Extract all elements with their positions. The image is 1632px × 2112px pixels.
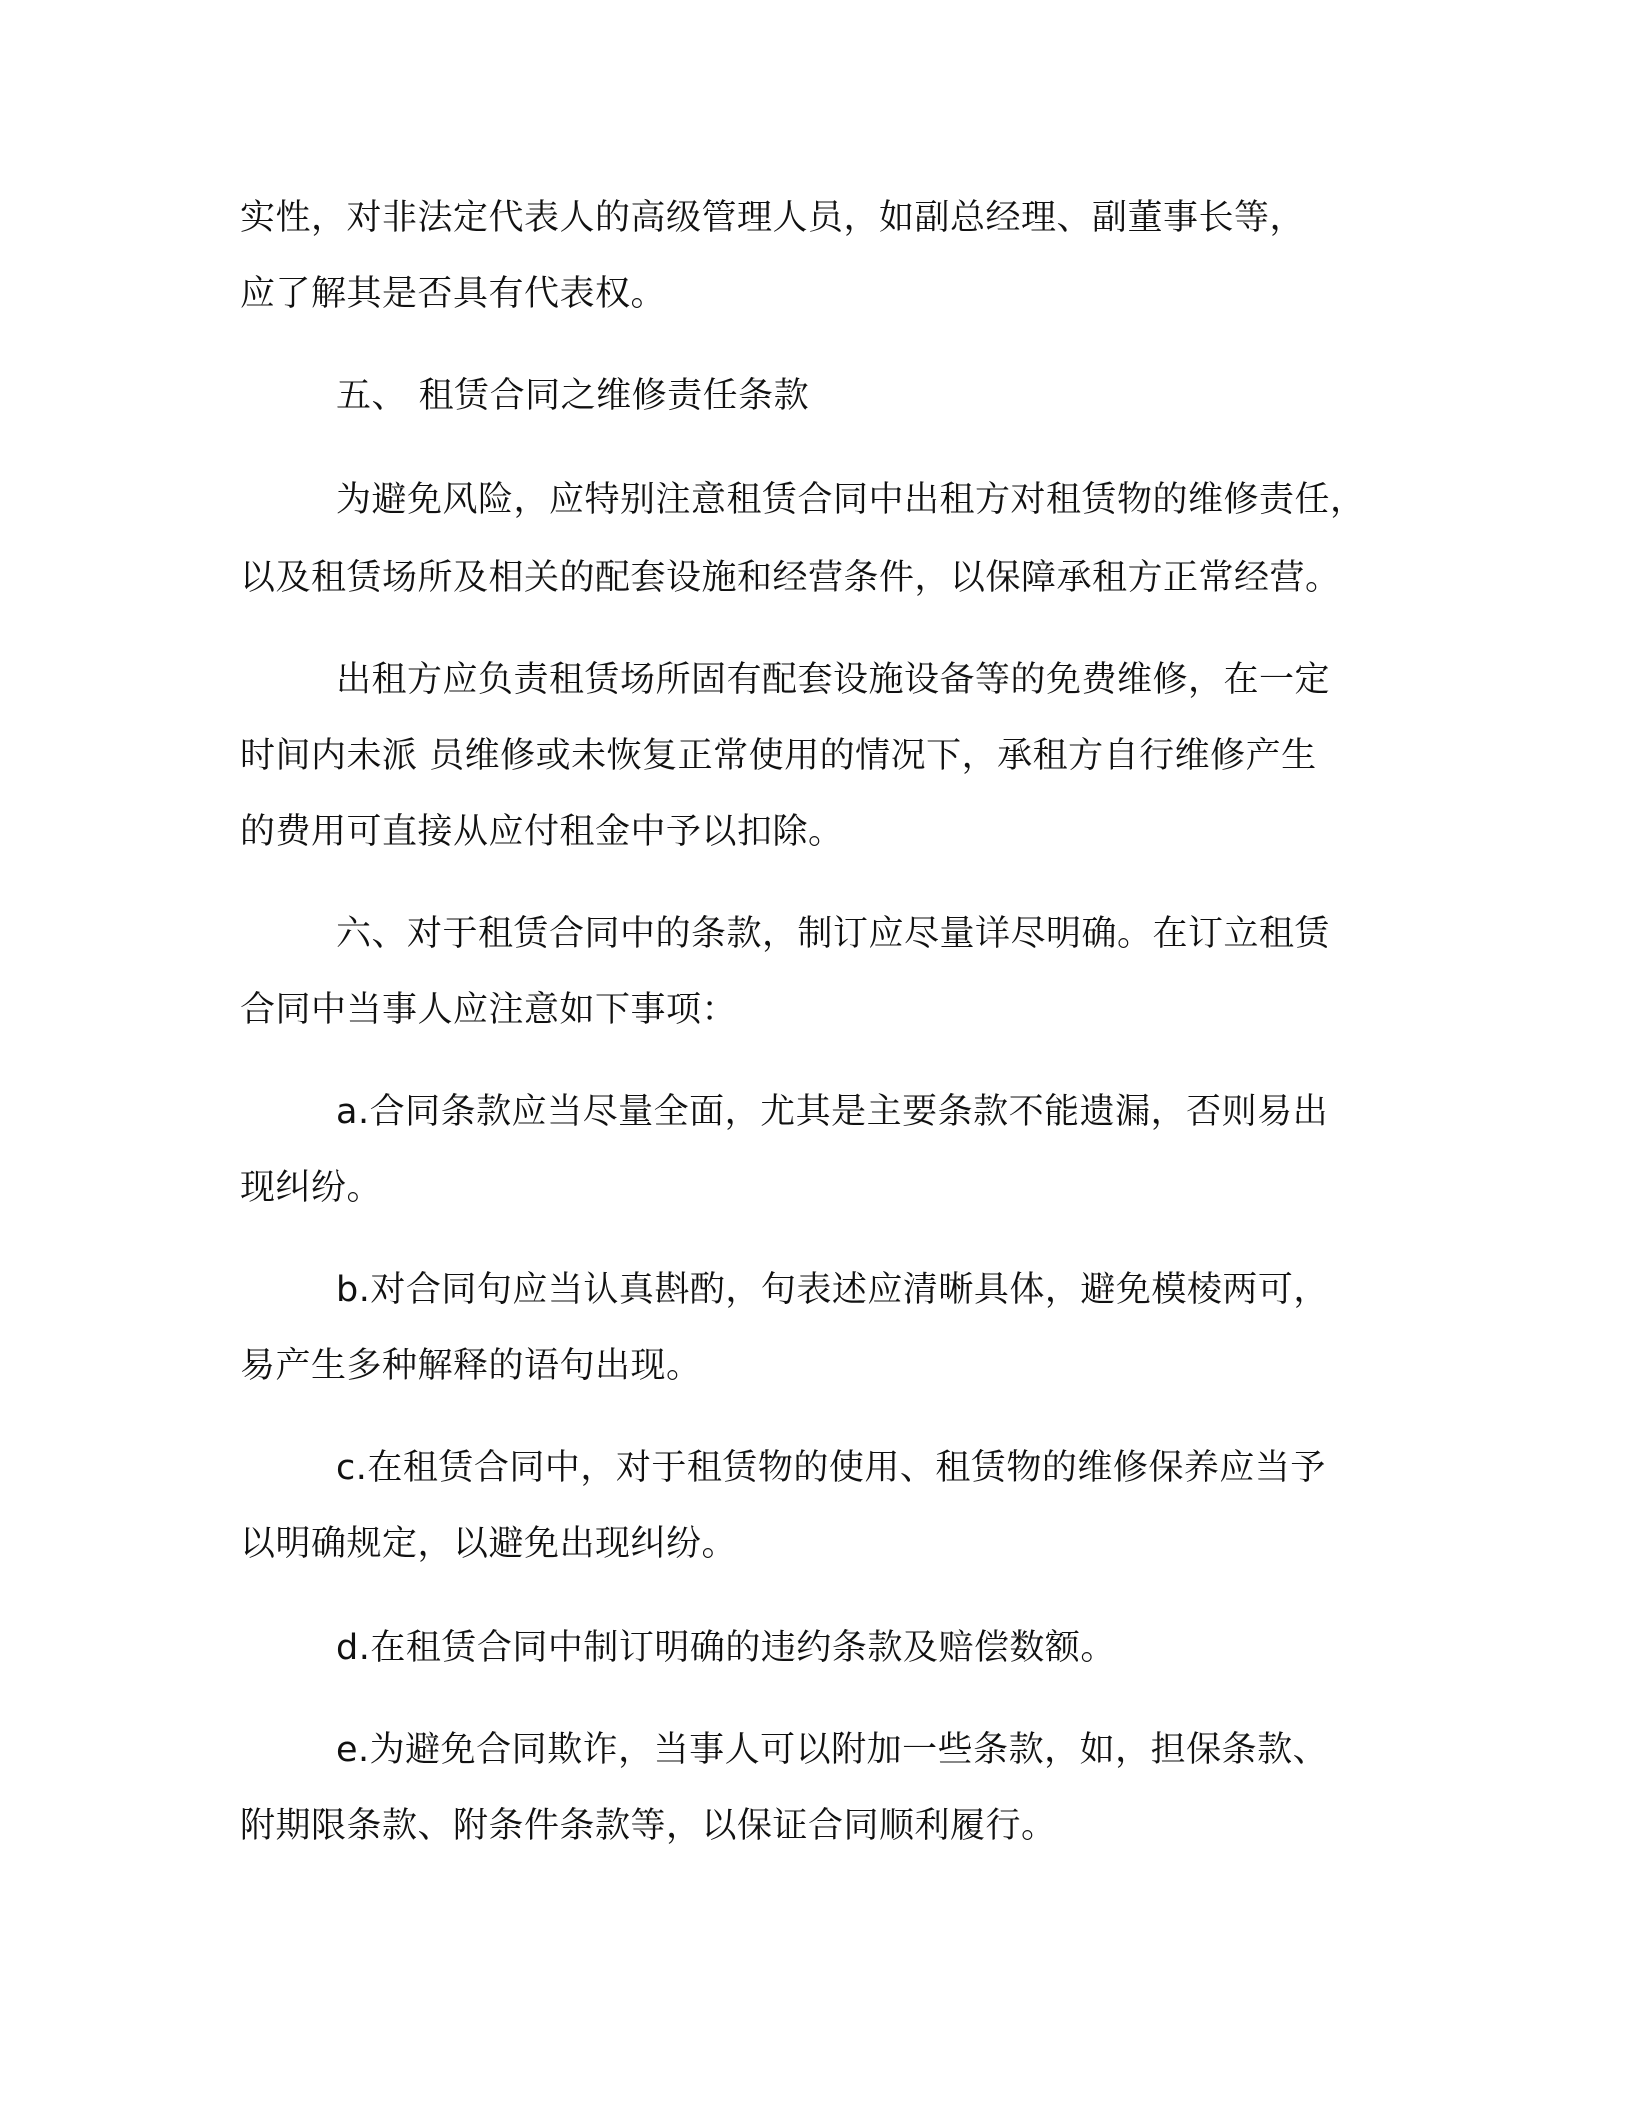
list-item-d: d.在租赁合同中制订明确的违约条款及赔偿数额。 (336, 1628, 1116, 1668)
paragraph-line: 的费用可直接从应付租金中予以扣除。 (240, 812, 844, 852)
list-item-b: b.对合同句应当认真斟酌，句表述应清晰具体，避免模棱两可， (336, 1270, 1329, 1310)
section-heading-6: 六、对于租赁合同中的条款，制订应尽量详尽明确。在订立租赁 (336, 914, 1331, 954)
paragraph-line: 易产生多种解释的语句出现。 (240, 1346, 702, 1386)
list-item-e: e.为避免合同欺诈，当事人可以附加一些条款，如，担保条款、 (336, 1730, 1329, 1770)
paragraph-line: 现纠纷。 (240, 1168, 383, 1208)
paragraph-line: 以及租赁场所及相关的配套设施和经营条件，以保障承租方正常经营。 (240, 558, 1341, 598)
paragraph-line: 为避免风险，应特别注意租赁合同中出租方对租赁物的维修责任， (336, 480, 1366, 520)
paragraph-line: 附期限条款、附条件条款等，以保证合同顺利履行。 (240, 1806, 1057, 1846)
section-heading-5: 五、 租赁合同之维修责任条款 (336, 376, 810, 416)
paragraph-line: 实性，对非法定代表人的高级管理人员，如副总经理、副董事长等， (240, 198, 1306, 238)
paragraph-line: 出租方应负责租赁场所固有配套设施设备等的免费维修，在一定 (336, 660, 1331, 700)
paragraph-line: 合同中当事人应注意如下事项： (240, 990, 738, 1030)
paragraph-line: 以明确规定，以避免出现纠纷。 (240, 1524, 738, 1564)
paragraph-line: 时间内未派 员维修或未恢复正常使用的情况下，承租方自行维修产生 (240, 736, 1317, 776)
list-item-c: c.在租赁合同中，对于租赁物的使用、租赁物的维修保养应当予 (336, 1448, 1326, 1488)
paragraph-line: 应了解其是否具有代表权。 (240, 274, 667, 314)
list-item-a: a.合同条款应当尽量全面，尤其是主要条款不能遗漏，否则易出 (336, 1092, 1329, 1132)
